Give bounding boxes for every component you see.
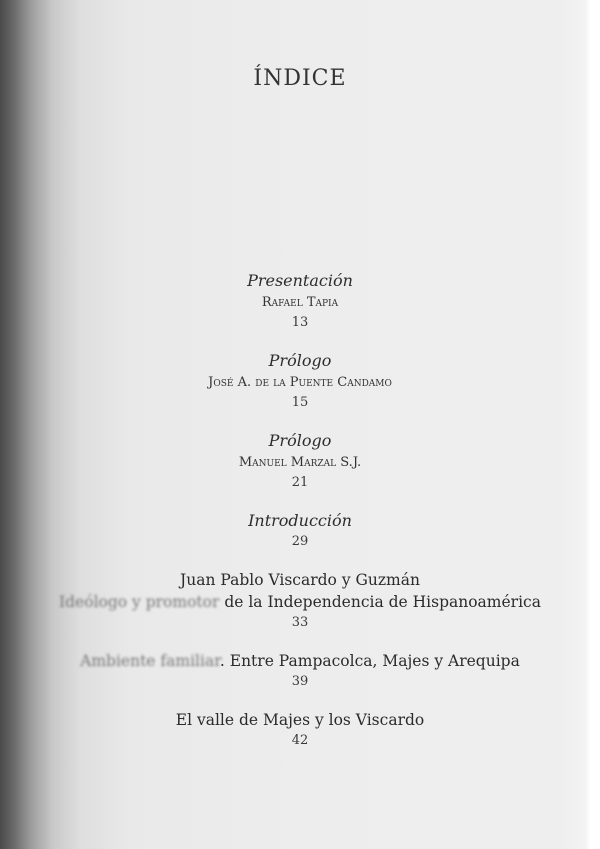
page-title: ÍNDICE: [253, 66, 347, 91]
entry-page-number: 33: [291, 615, 309, 630]
toc-entry-prologo-1: [0, 350, 600, 413]
entry-heading: Introducción: [248, 511, 352, 530]
table-of-contents: [0, 270, 600, 768]
toc-entry-section-2: [0, 709, 600, 751]
entry-heading: Presentación: [247, 271, 353, 290]
toc-entry-prologo-2: [0, 430, 600, 493]
toc-entry-presentacion: [0, 270, 600, 333]
chapter-subtitle: [0, 591, 600, 613]
entry-page-number: 15: [291, 395, 309, 410]
section-title: [0, 650, 600, 672]
entry-author: José A. de la Puente Candamo: [208, 375, 392, 390]
entry-author: Manuel Marzal S.J.: [238, 455, 362, 470]
toc-entry-section-1: [0, 650, 600, 692]
entry-heading: Prólogo: [268, 351, 332, 370]
section-title-faded: Ambiente familiar: [80, 652, 220, 670]
entry-page-number: 21: [291, 475, 309, 490]
entry-author: Rafael Tapia: [261, 295, 339, 310]
toc-entry-chapter: [0, 569, 600, 633]
chapter-title: Juan Pablo Viscardo y Guzmán: [180, 571, 420, 589]
entry-page-number: 39: [291, 674, 309, 689]
section-title-rest: . Entre Pampacolca, Majes y Arequipa: [219, 652, 520, 670]
chapter-subtitle-faded: Ideólogo y promotor: [59, 593, 220, 611]
chapter-subtitle-rest: de la Independencia de Hispanoamérica: [219, 593, 541, 611]
entry-page-number: 42: [291, 733, 309, 748]
entry-page-number: 13: [291, 315, 309, 330]
entry-heading: Prólogo: [268, 431, 332, 450]
toc-entry-introduccion: [0, 510, 600, 552]
entry-page-number: 29: [291, 534, 309, 549]
section-title: El valle de Majes y los Viscardo: [175, 711, 425, 729]
